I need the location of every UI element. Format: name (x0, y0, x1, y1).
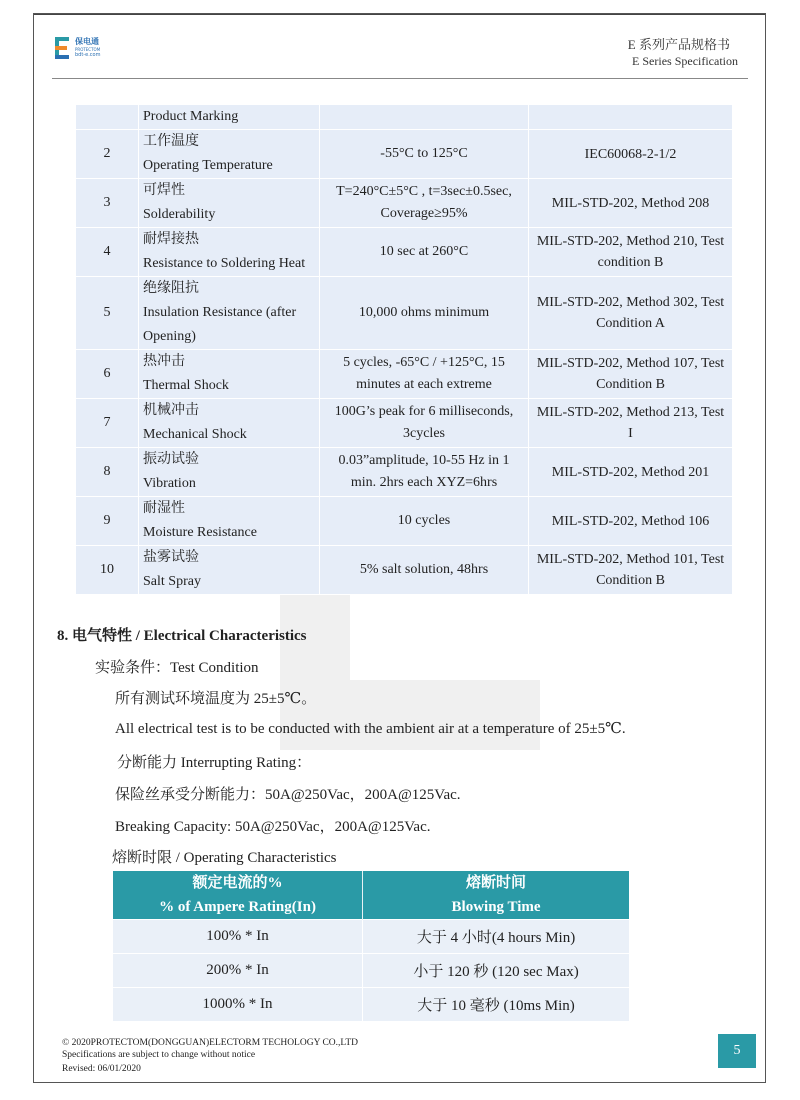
test-condition (320, 399, 529, 448)
test-item-en: Mechanical Shock (143, 427, 247, 442)
test-standard-line: Condition B (596, 573, 665, 588)
logo-url: bdt-e.com (75, 52, 101, 58)
table-row (76, 399, 733, 448)
test-standard (529, 179, 733, 228)
test-item (139, 448, 320, 497)
rating-cell: 1000% * In (113, 988, 363, 1022)
breaking-capacity-en: Breaking Capacity: 50A@250Vac，200A@125Vac. (115, 819, 431, 835)
test-item-cn: 耐焊接热 (143, 232, 199, 247)
test-item (139, 350, 320, 399)
test-item-en: Salt Spray (143, 574, 201, 589)
page-number: 5 (718, 1034, 756, 1068)
test-standard-line: Condition A (596, 316, 665, 331)
table-row (76, 546, 733, 595)
ambient-temp-en: All electrical test is to be conducted with the ambient air at a temperature of 25±5℃. (115, 721, 626, 737)
table-row (76, 350, 733, 399)
table-row (113, 954, 629, 988)
test-number: 6 (76, 350, 139, 399)
test-item (139, 399, 320, 448)
test-standard (529, 399, 733, 448)
table-row (76, 179, 733, 228)
test-condition-line: 5% salt solution, 48hrs (359, 562, 489, 577)
test-condition (320, 497, 529, 546)
test-item (139, 179, 320, 228)
column-header-blowing-time: 熔断时间 Blowing Time (363, 871, 629, 920)
interrupting-rating-label: 分断能力 Interrupting Rating： (117, 755, 312, 771)
test-standard-line: IEC60068-2-1/2 (584, 146, 677, 162)
doc-title-en: E Series Specification (632, 54, 738, 68)
test-item-en: Solderability (143, 207, 216, 222)
table-row (76, 130, 733, 179)
test-standard-line: MIL-STD-202, Method 210, Test (536, 234, 725, 249)
test-item-cn: 工作温度 (143, 134, 199, 149)
test-number: 3 (76, 179, 139, 228)
footer-notice: Specifications are subject to change without notice (62, 1050, 256, 1060)
test-condition (320, 179, 529, 228)
test-standard (529, 228, 733, 277)
test-item (139, 497, 320, 546)
test-condition-line: Coverage≥95% (380, 206, 468, 221)
time-cell: 小于 120 秒 (120 sec Max) (363, 954, 629, 988)
test-item (139, 228, 320, 277)
table-row (76, 105, 733, 130)
test-standard-line: MIL-STD-202, Method 208 (551, 195, 710, 211)
test-condition (320, 130, 529, 179)
test-item-cn: 绝缘阻抗 (143, 281, 199, 296)
doc-title-cn: E 系列产品规格书 (627, 37, 730, 52)
test-condition-line: 100G’s peak for 6 milliseconds, (334, 404, 514, 419)
test-number: 9 (76, 497, 139, 546)
test-condition-line: 10 cycles (397, 513, 451, 528)
section-title: 8. 电气特性 / Electrical Characteristics (57, 628, 307, 644)
test-item-cn: 盐雾试验 (143, 550, 199, 565)
test-condition (320, 228, 529, 277)
table-row (76, 448, 733, 497)
test-condition-line: min. 2hrs each XYZ=6hrs (350, 475, 498, 490)
test-standard-line: MIL-STD-202, Method 106 (551, 513, 710, 529)
header-divider (52, 78, 748, 79)
test-item (139, 277, 320, 350)
footer-copyright: © 2020PROTECTOM(DONGGUAN)ELECTORM TECHOLOGY CO.,LTD (62, 1038, 359, 1048)
footer-revised: Revised: 06/01/2020 (62, 1064, 141, 1074)
test-number: 5 (76, 277, 139, 350)
test-item-en: Thermal Shock (143, 378, 229, 393)
test-item-cn: 可焊性 (143, 183, 185, 198)
test-item-cn: 耐湿性 (143, 501, 185, 516)
test-condition-line: 10,000 ohms minimum (358, 305, 490, 320)
test-item-cn: 机械冲击 (143, 403, 199, 418)
test-standard-line: MIL-STD-202, Method 201 (551, 464, 710, 480)
rating-cell: 100% * In (113, 920, 363, 954)
test-standard-line: condition B (597, 255, 664, 270)
table-row (76, 277, 733, 350)
test-item-en-cont: Opening) (143, 329, 196, 344)
test-item: Product Marking (139, 105, 320, 130)
test-condition-line: 10 sec at 260°C (379, 244, 469, 259)
time-cell: 大于 10 毫秒 (10ms Min) (363, 988, 629, 1022)
time-cell: 大于 4 小时(4 hours Min) (363, 920, 629, 954)
table-row (113, 988, 629, 1022)
test-condition-line: minutes at each extreme (356, 377, 492, 392)
test-number: 2 (76, 130, 139, 179)
test-standard-line: MIL-STD-202, Method 302, Test (536, 295, 725, 310)
operating-characteristics-table (113, 871, 629, 1021)
test-item-en: Vibration (143, 476, 196, 491)
test-standard (529, 130, 733, 179)
test-condition (320, 277, 529, 350)
test-item-en: Insulation Resistance (after (143, 305, 297, 320)
rating-cell: 200% * In (113, 954, 363, 988)
test-condition-line: 3cycles (403, 426, 445, 441)
table-row (76, 497, 733, 546)
test-standard-line: MIL-STD-202, Method 101, Test (536, 552, 725, 567)
table-row (76, 228, 733, 277)
test-standard-line: MIL-STD-202, Method 213, Test (536, 405, 725, 420)
test-condition-line: 0.03”amplitude, 10-55 Hz in 1 (338, 453, 510, 468)
test-standard (529, 277, 733, 350)
test-standard (529, 448, 733, 497)
test-condition (320, 546, 529, 595)
table-row (113, 920, 629, 954)
test-number: 10 (76, 546, 139, 595)
test-condition-line: 5 cycles, -65°C / +125°C, 15 (343, 355, 505, 370)
logo-text-en: PROTECTOM (75, 47, 101, 52)
test-item (139, 130, 320, 179)
test-item (139, 546, 320, 595)
test-condition (320, 448, 529, 497)
column-header-rating: 额定电流的% % of Ampere Rating(In) (113, 871, 363, 920)
test-number: 7 (76, 399, 139, 448)
test-item-en: Moisture Resistance (143, 525, 257, 540)
operating-characteristics-label: 熔断时限 / Operating Characteristics (112, 850, 337, 866)
test-standard (529, 350, 733, 399)
logo-text-cn: 保电通 (75, 37, 99, 46)
test-standard-line: Condition B (596, 377, 665, 392)
test-condition-label: 实验条件：Test Condition (95, 660, 259, 676)
test-standard-line: MIL-STD-202, Method 107, Test (536, 356, 725, 371)
test-standard (529, 497, 733, 546)
test-item-cn: 热冲击 (143, 354, 185, 369)
breaking-capacity-cn: 保险丝承受分断能力：50A@250Vac，200A@125Vac. (115, 787, 461, 803)
reliability-test-table (75, 104, 733, 595)
test-standard-line: I (628, 426, 633, 441)
test-item-en: Operating Temperature (143, 158, 273, 173)
test-condition-line: -55°C to 125°C (380, 146, 468, 161)
test-condition (320, 350, 529, 399)
test-standard (529, 546, 733, 595)
test-item-en: Resistance to Soldering Heat (143, 256, 306, 271)
test-item-cn: 振动试验 (143, 452, 199, 467)
ambient-temp-cn: 所有测试环境温度为 25±5℃。 (115, 691, 317, 707)
test-condition-line: T=240°C±5°C , t=3sec±0.5sec, (336, 184, 512, 199)
test-number: 4 (76, 228, 139, 277)
test-number: 8 (76, 448, 139, 497)
